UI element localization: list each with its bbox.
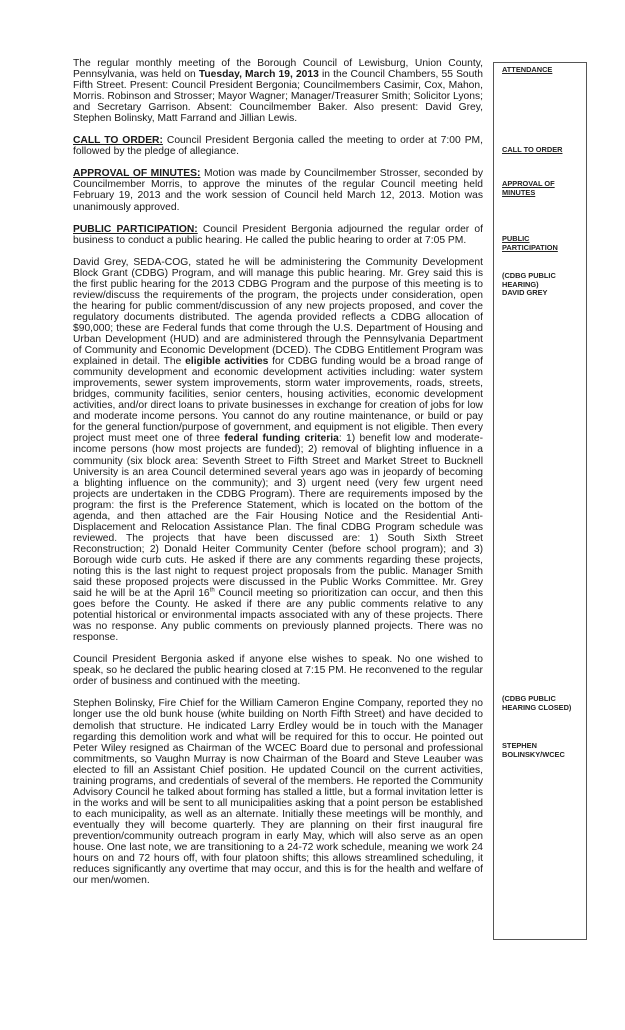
approval-paragraph xyxy=(73,168,483,212)
public-participation-paragraph xyxy=(73,224,483,246)
margin-label: CALL TO ORDER xyxy=(502,145,563,154)
cdbg-text-3: : 1) benefit low and moderate-income persons (how most projects are funded); 2) removal of blighting influence in a community (six block area: Seventh Street to Fifth Street and Market Street to Bucknell University is an area Council determined several years ago was in jeopardy of becoming a blighting influence on the community); and 3) urgent need (very few urgent need projects are undertaken in the CDBG Program). There are requirements imposed by the program: the first is the Preference Statement, which is located on the bottom of the agenda, and then attached are the Fair Housing Notice and the Residential Anti-Displacement and Relocation Assistance Plan. The final CDBG Program schedule was reviewed. The projects that have been discussed are: 1) South Sixth Street Reconstruction; 2) Donald Heiter Community Center (before school program); and 3) Borough wide curb cuts. He asked if there are any comments regarding these projects, noting this is the last night to request project proposals from the public. Manager Smith said these proposed projects were discussed in the Public Works Committee. Mr. Grey said he will be at the April 16 xyxy=(73,433,484,600)
cdbg-paragraph xyxy=(73,257,483,644)
eligible-activities: eligible activities xyxy=(185,356,269,368)
attendance-text-2: in the Council Chambers, 55 South Fifth Street. Present: Council President Bergonia; Councilmembers Casimir, Cox, Mahon, Morris. Robinson and Strosser; Mayor Wagner; Manager/Treasurer Smith; Solicitor Lyons; and Secretary Garrison. Absent: Councilmember Baker. Also present: David Grey, Stephen Bolinsky, Matt Farrand and Jillian Lewis. xyxy=(73,69,483,125)
margin-note-cdbg-hearing xyxy=(502,272,586,298)
public-participation-heading: PUBLIC PARTICIPATION: xyxy=(73,223,198,235)
call-to-order-paragraph xyxy=(73,135,483,157)
meeting-date: Tuesday, March 19, 2013 xyxy=(198,69,319,81)
margin-note-bolinsky xyxy=(502,742,586,759)
margin-note-approval xyxy=(502,180,586,197)
call-to-order-heading: CALL TO ORDER: xyxy=(73,135,163,147)
call-to-order-text: Council President Bergonia called the meeting to order at 7:00 PM, followed by the pledge of allegiance. xyxy=(73,135,483,158)
margin-label: PARTICIPATION xyxy=(502,242,558,252)
margin-label: (CDBG PUBLIC xyxy=(502,694,556,703)
federal-funding-criteria: federal funding criteria xyxy=(224,433,339,445)
margin-note-attendance xyxy=(502,66,586,75)
margin-label: PUBLIC xyxy=(502,234,530,243)
approval-text: Motion was made by Councilmember Strosser, seconded by Councilmember Morris, to approve the minutes of the regular Council meeting held February 19, 2013 and the work session of Council held March 12, 2013. Motion was unanimously approved. xyxy=(73,168,483,213)
cdbg-text-4: Council meeting so prioritization can occur, and then this goes before the County. He asked if there are any public comments relative to any potential historical or environmental impacts associated with any of these projects. There was no response. Any public comments on previously planned projects. There was no response. xyxy=(73,588,483,644)
margin-note-public-participation xyxy=(502,235,586,252)
approval-heading: APPROVAL OF MINUTES: xyxy=(73,168,201,180)
margin-label: STEPHEN xyxy=(502,741,537,750)
minutes-body xyxy=(73,58,483,897)
margin-label: (CDBG PUBLIC xyxy=(502,271,556,280)
margin-note-hearing-closed xyxy=(502,695,586,712)
margin-label: APPROVAL OF xyxy=(502,179,555,188)
cdbg-text-2: for CDBG funding would be a broad range of community development and economic development activities including: water system improvements, sewer system improvements, storm water improvements, roads, streets, bridges, community facilities, senior centers, housing activities, economic development activities, and/or direct loans to private businesses in exchange for creation of jobs for low and moderate income persons. You cannot do any routine maintenance, or build or pay for the general function/purpose of government, and equipment is not eligible. Then every project must meet one of three xyxy=(73,356,483,445)
ordinal-suffix: th xyxy=(209,587,215,594)
margin-label: BOLINSKY/WCEC xyxy=(502,749,565,759)
margin-label: DAVID GREY xyxy=(502,288,548,298)
attendance-paragraph xyxy=(73,58,483,124)
margin-note-call-to-order xyxy=(502,146,586,155)
margin-label: HEARING) xyxy=(502,279,539,289)
margin-label: HEARING CLOSED) xyxy=(502,702,572,712)
public-participation-text: Council President Bergonia adjourned the regular order of business to conduct a public hearing. He called the public hearing to order at 7:05 PM. xyxy=(73,223,483,246)
hearing-closed-paragraph: Council President Bergonia asked if anyone else wishes to speak. No one wished to speak, so he declared the public hearing closed at 7:15 PM. He reconvened to the regular order of business and continued with the meeting. xyxy=(73,654,483,688)
margin-label: ATTENDANCE xyxy=(502,65,553,74)
margin-label: MINUTES xyxy=(502,187,536,197)
bolinsky-paragraph: Stephen Bolinsky, Fire Chief for the William Cameron Engine Company, reported they no longer use the old bunk house (white building on North Fifth Street) and have decided to demolish that structure. He indicated Larry Erdley would be in touch with the Manager regarding this demolition work and what will be required for this to occur. He pointed out Peter Wiley resigned as Chairman of the WCEC Board due to personal and professional commitments, so Vaughn Murray is now Chairman of the Board and Steve Leauber was elected to fill an Assistant Chief position. He updated Council on the current activities, training programs, and credentials of several of the members. He reported the Community Advisory Council he talked about forming has stalled a little, but a formal invitation letter is in the works and will be sent to all municipalities asking that a point person be established to each municipality, as well as an alternate. Initially these meetings will be monthly, and eventually they will become quarterly. They are planning on their first inaugural fire prevention/community outreach program in early May, which will also serve as an open house. One last note, we are transitioning to a 24-72 work schedule, meaning we work 24 hours on and 72 hours off, with four platoon shifts; this allows streamlined scheduling, it reduces significantly any overtime that may occur, and this is for the health and welfare of our men/women. xyxy=(73,698,483,887)
cdbg-text-1: David Grey, SEDA-COG, stated he will be administering the Community Development Block Grant (CDBG) Program, and will manage this public hearing. Mr. Grey said this is the first public hearing for the 2013 CDBG Program and the purpose of this meeting is to review/discuss the requirements of the program, the projects under consideration, open the hearing for public comment/discussion of any new projects proposed, and cover the regulatory documents distributed. The agenda provided reflects a CDBG allocation of $90,000; these are Federal funds that come through the U.S. Department of Housing and Urban Development (HUD) and are administered through the Pennsylvania Department of Community and Economic Development (DCED). The CDBG Entitlement Program was explained in detail. The xyxy=(73,256,483,368)
attendance-text: The regular monthly meeting of the Borough Council of Lewisburg, Union County, Pennsylvania, was held on xyxy=(73,58,483,81)
